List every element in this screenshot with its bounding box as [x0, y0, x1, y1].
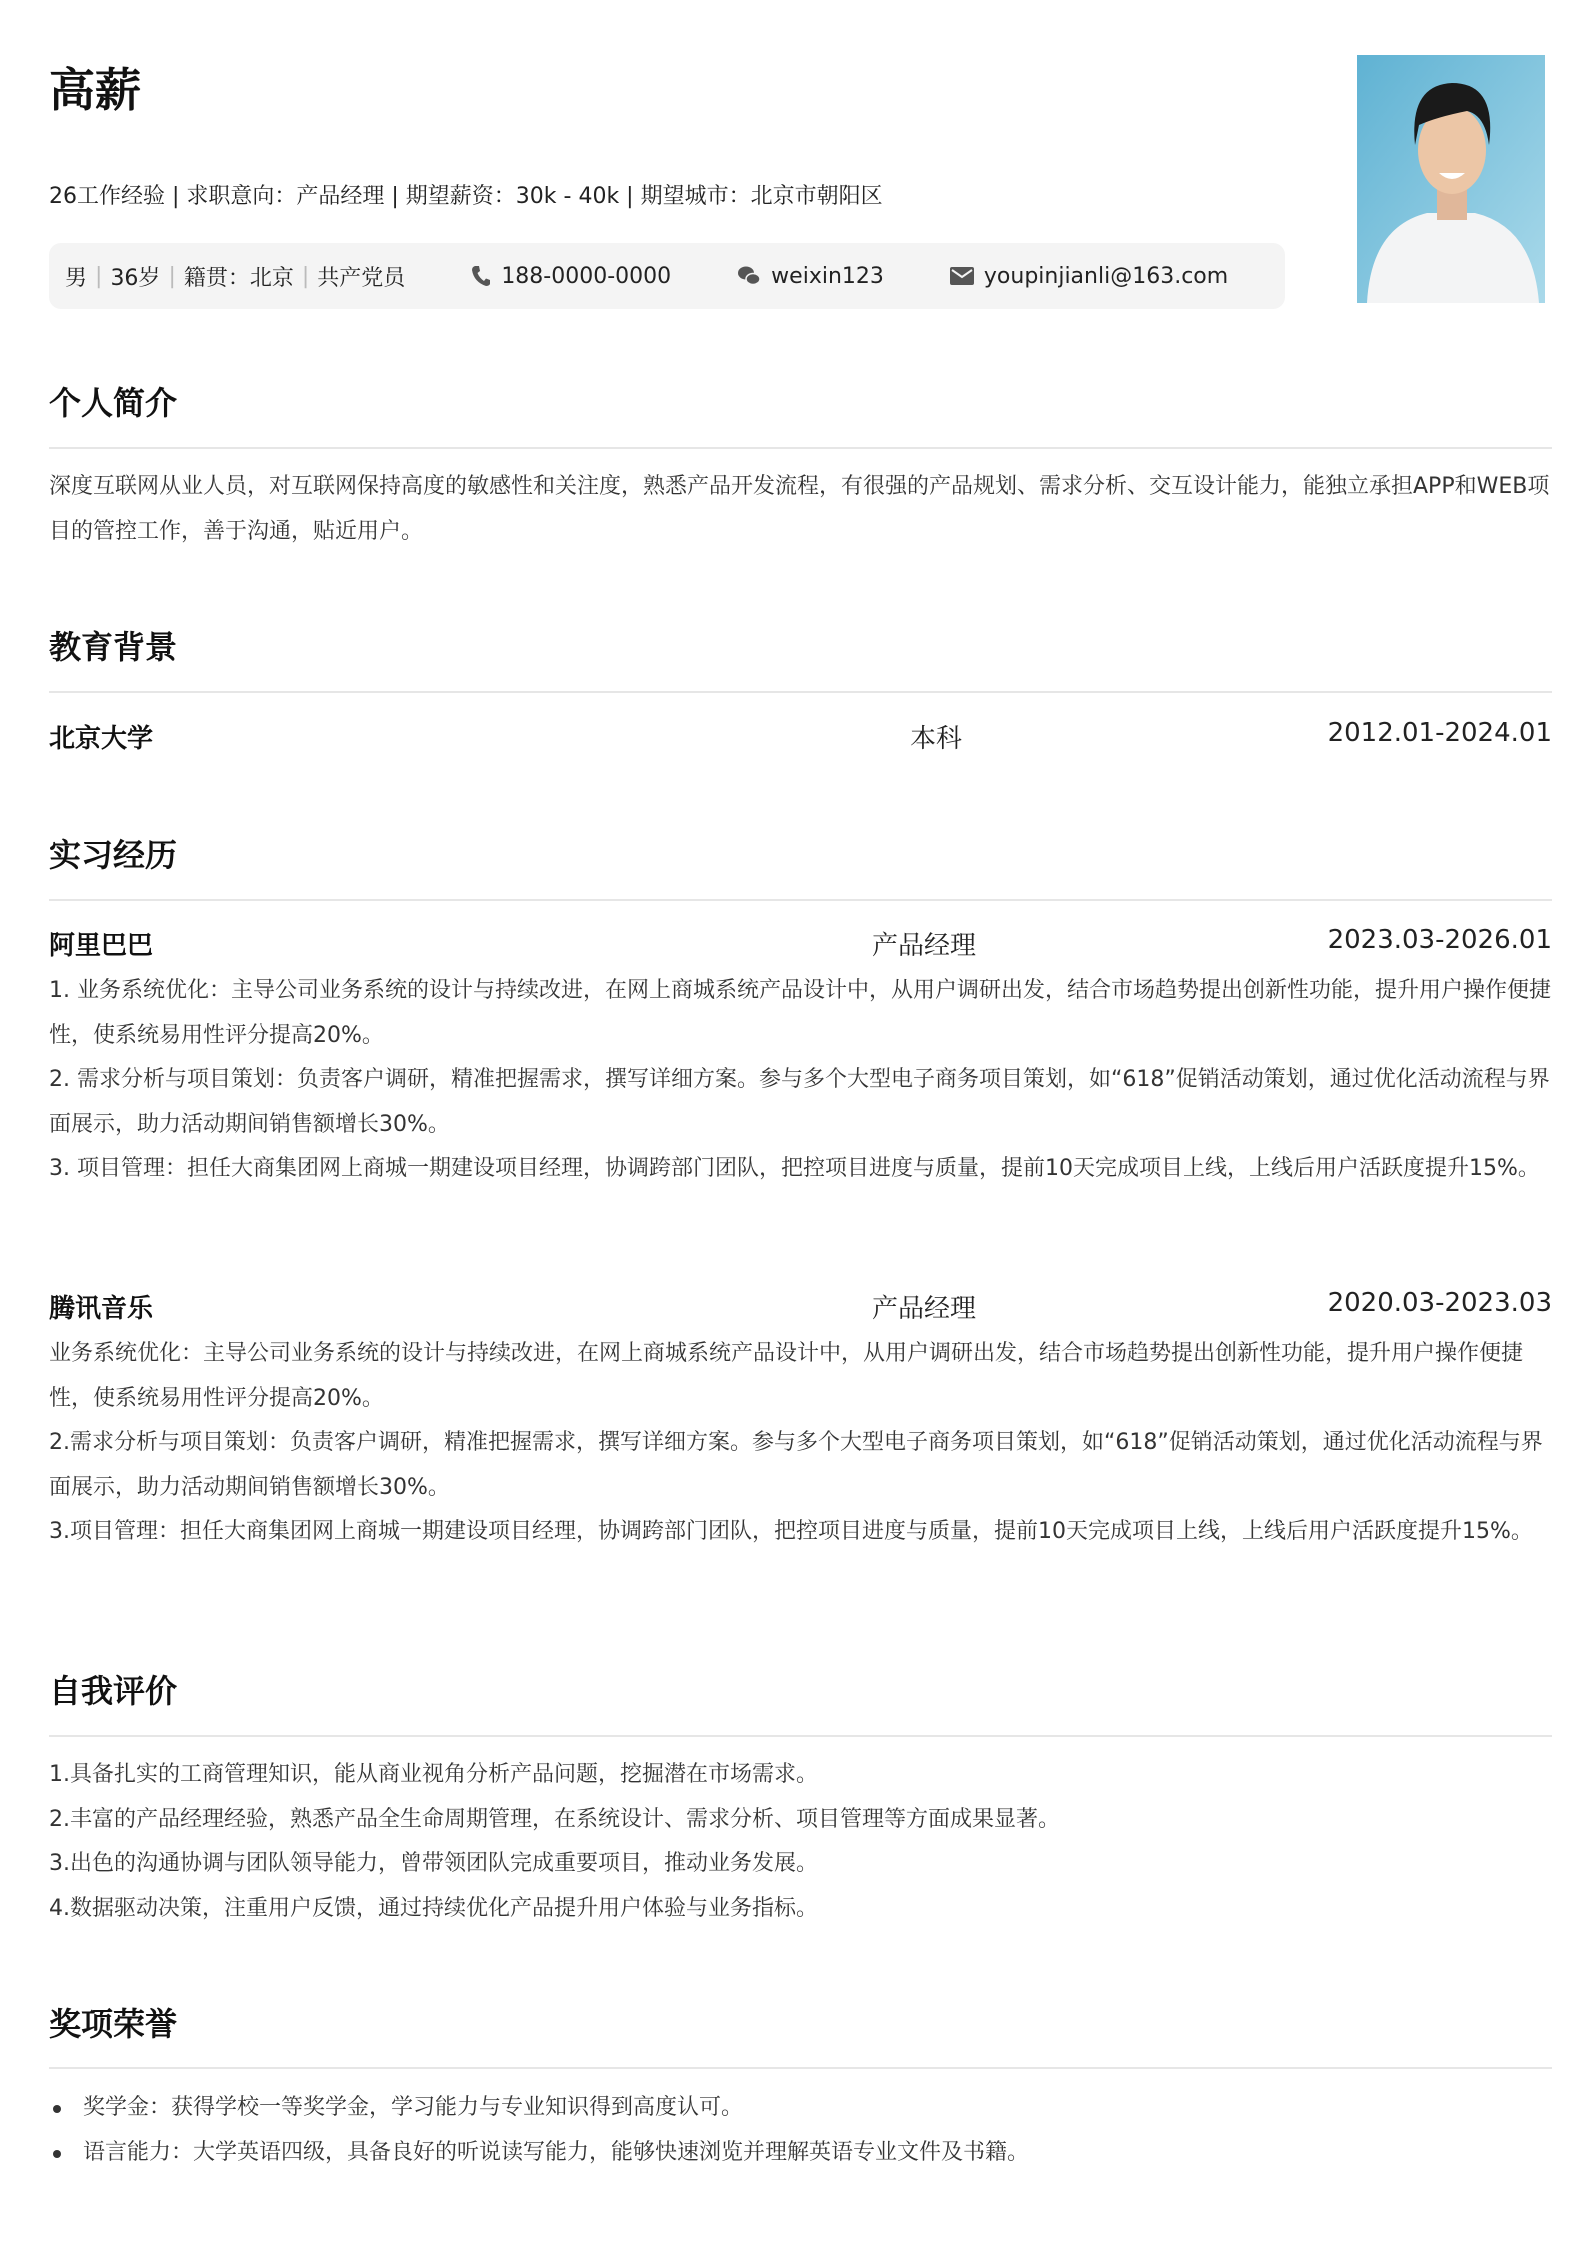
degree: 本科 — [910, 724, 963, 754]
detail-line: 业务系统优化：主导公司业务系统的设计与持续改进，在网上商城系统产品设计中，从用户调研出发，结合市场趋势提出创新性功能，提升用户操作便捷性，使系统易用性评分提高20%。 — [49, 1341, 1524, 1411]
section-title-awards: 奖项荣誉 — [49, 2005, 178, 2043]
period: 2020.03-2023.03 — [1327, 1288, 1552, 1318]
detail-line: 3.项目管理：担任大商集团网上商城一期建设项目经理，协调跨部门团队，把控项目进度与质量，提前10天完成项目上线，上线后用户活跃度提升15%。 — [49, 1519, 1533, 1544]
detail-line: 2. 需求分析与项目策划：负责客户调研，精准把握需求，撰写详细方案。参与多个大型电子商务项目策划，如“618”促销活动策划，通过优化活动流程与界面展示，助力活动期间销售额增长30%。 — [49, 1067, 1550, 1137]
internship-header — [49, 925, 1552, 965]
evaluation-line: 2.丰富的产品经理经验，熟悉产品全生命周期管理，在系统设计、需求分析、项目管理等方面成果显著。 — [49, 1806, 1060, 1832]
period: 2012.01-2024.01 — [1327, 718, 1552, 748]
detail-line: 1. 业务系统优化：主导公司业务系统的设计与持续改进，在网上商城系统产品设计中，从用户调研出发，结合市场趋势提出创新性功能，提升用户操作便捷性，使系统易用性评分提高20%。 — [49, 978, 1551, 1048]
job-intent: 26工作经验 | 求职意向：产品经理 | 期望薪资：30k - 40k | 期望城市：北京市朝阳区 — [49, 184, 883, 209]
section-title-education: 教育背景 — [49, 628, 178, 666]
divider — [49, 2067, 1552, 2069]
section-title-summary: 个人简介 — [49, 384, 178, 422]
school: 北京大学 — [49, 724, 154, 754]
company: 腾讯音乐 — [49, 1294, 154, 1324]
education-row — [49, 718, 1552, 758]
age: 36岁 — [110, 265, 161, 291]
divider — [49, 691, 1552, 693]
email-contact: youpinjianli@163.com — [950, 264, 1228, 289]
company: 阿里巴巴 — [49, 931, 154, 961]
internship-details — [49, 969, 1552, 1192]
internship-details — [49, 1332, 1552, 1555]
phone-icon — [471, 265, 491, 287]
evaluation-line: 1.具备扎实的工商管理知识，能从商业视角分析产品问题，挖掘潜在市场需求。 — [49, 1762, 818, 1787]
divider: | — [95, 263, 103, 289]
divider — [49, 899, 1552, 901]
evaluation-line: 3.出色的沟通协调与团队领导能力，曾带领团队完成重要项目，推动业务发展。 — [49, 1851, 818, 1876]
awards-list — [49, 2086, 1552, 2175]
award-item: 语言能力：大学英语四级，具备良好的听说读写能力，能够快速浏览并理解英语专业文件及书籍。 — [49, 2131, 1552, 2176]
self-evaluation-list — [49, 1753, 1552, 1931]
detail-line: 2.需求分析与项目策划：负责客户调研，精准把握需求，撰写详细方案。参与多个大型电子商务项目策划，如“618”促销活动策划，通过优化活动流程与界面展示，助力活动期间销售额增长30%。 — [49, 1430, 1543, 1500]
period: 2023.03-2026.01 — [1327, 925, 1552, 955]
hometown: 籍贯：北京 — [183, 265, 294, 291]
personal-info-bar — [49, 243, 1285, 309]
wechat-icon — [737, 265, 761, 287]
mail-icon — [950, 267, 974, 285]
phone-contact: 188-0000-0000 — [471, 264, 671, 289]
summary-text: 深度互联网从业人员，对互联网保持高度的敏感性和关注度，熟悉产品开发流程，有很强的产品规划、需求分析、交互设计能力，能独立承担APP和WEB项目的管控工作，善于沟通，贴近用户。 — [49, 474, 1550, 544]
internship-header — [49, 1288, 1552, 1328]
detail-line: 3. 项目管理：担任大商集团网上商城一期建设项目经理，协调跨部门团队，把控项目进度与质量，提前10天完成项目上线，上线后用户活跃度提升15%。 — [49, 1156, 1540, 1181]
section-title-internships: 实习经历 — [49, 836, 178, 874]
section-title-self-evaluation: 自我评价 — [49, 1672, 178, 1710]
wechat-contact: weixin123 — [737, 264, 884, 289]
gender: 男 — [65, 265, 88, 291]
role: 产品经理 — [872, 931, 977, 961]
divider: | — [168, 263, 176, 289]
divider: | — [301, 263, 310, 289]
evaluation-line: 4.数据驱动决策，注重用户反馈，通过持续优化产品提升用户体验与业务指标。 — [49, 1895, 818, 1921]
divider — [49, 1735, 1552, 1737]
profile-photo — [1357, 55, 1545, 303]
political-status: 共产党员 — [317, 265, 406, 291]
role: 产品经理 — [872, 1294, 977, 1324]
candidate-name: 高薪 — [49, 63, 141, 117]
award-item: 奖学金：获得学校一等奖学金，学习能力与专业知识得到高度认可。 — [49, 2086, 1552, 2131]
divider — [49, 447, 1552, 449]
